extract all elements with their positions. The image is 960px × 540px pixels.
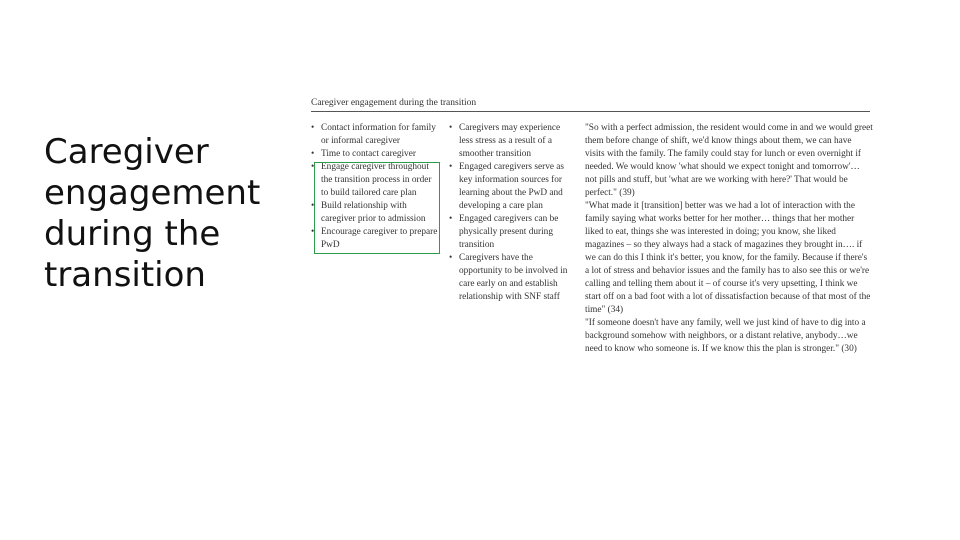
outcome-item: • Engaged caregivers serve as key information sources for learning about the PwD and developing a care plan	[449, 161, 569, 213]
outcomes-column	[449, 122, 569, 304]
highlight-box	[314, 162, 440, 254]
recommendation-item: • Time to contact caregiver	[311, 148, 441, 161]
quote-text: "So with a perfect admission, the resident would come in and we would greet them before change of shift, we'd know things about them, we can have visits with the family. The family could stay for lunch or even overnight if needed. We would know 'what should we expect tonight and tomorrow'… not pills and stuff, but 'what are we working with here?' That would be perfect." (39)	[585, 123, 873, 198]
recommendation-item: • Build relationship with caregiver prior to admission	[311, 200, 441, 226]
outcome-item: • Caregivers may experience less stress as a result of a smoother transition	[449, 122, 569, 161]
quote-text: "If someone doesn't have any family, well we just kind of have to dig into a background somehow with neighbors, or a distant relative, anybody…we need to know who someone is. If we know this the plan is stronger." (30)	[585, 318, 866, 354]
recommendation-item: • Encourage caregiver to prepare PwD	[311, 226, 441, 252]
outcome-item: • Engaged caregivers can be physically present during transition	[449, 213, 569, 252]
outcome-item: • Caregivers have the opportunity to be involved in care early on and establish relationship with SNF staff	[449, 252, 569, 304]
slide-title: Caregiver engagement during the transition	[44, 132, 261, 295]
table-caption: Caregiver engagement during the transition	[311, 98, 870, 112]
embedded-table-image	[311, 98, 873, 354]
recommendation-item: • Contact information for family or informal caregiver	[311, 122, 441, 148]
quote-text: "What made it [transition] better was we had a lot of interaction with the family saying what works better for her mother… things that her mother liked to eat, things she was interested in doing; you know, she liked magazines – so they always had a stack of magazines they brought in…. if we can do this I think it's better, you know, for the family. Because if there's a lot of stress and behavior issues and the family has to also see this or we're calling and telling them about it – of course it's very upsetting, I think we start off on a bad foot with a lot of dissatisfaction because of that most of the time" (34)	[585, 201, 871, 315]
quotes-column	[585, 122, 873, 356]
recommendation-item: • Engage caregiver throughout the transition process in order to build tailored care plan	[311, 161, 441, 200]
